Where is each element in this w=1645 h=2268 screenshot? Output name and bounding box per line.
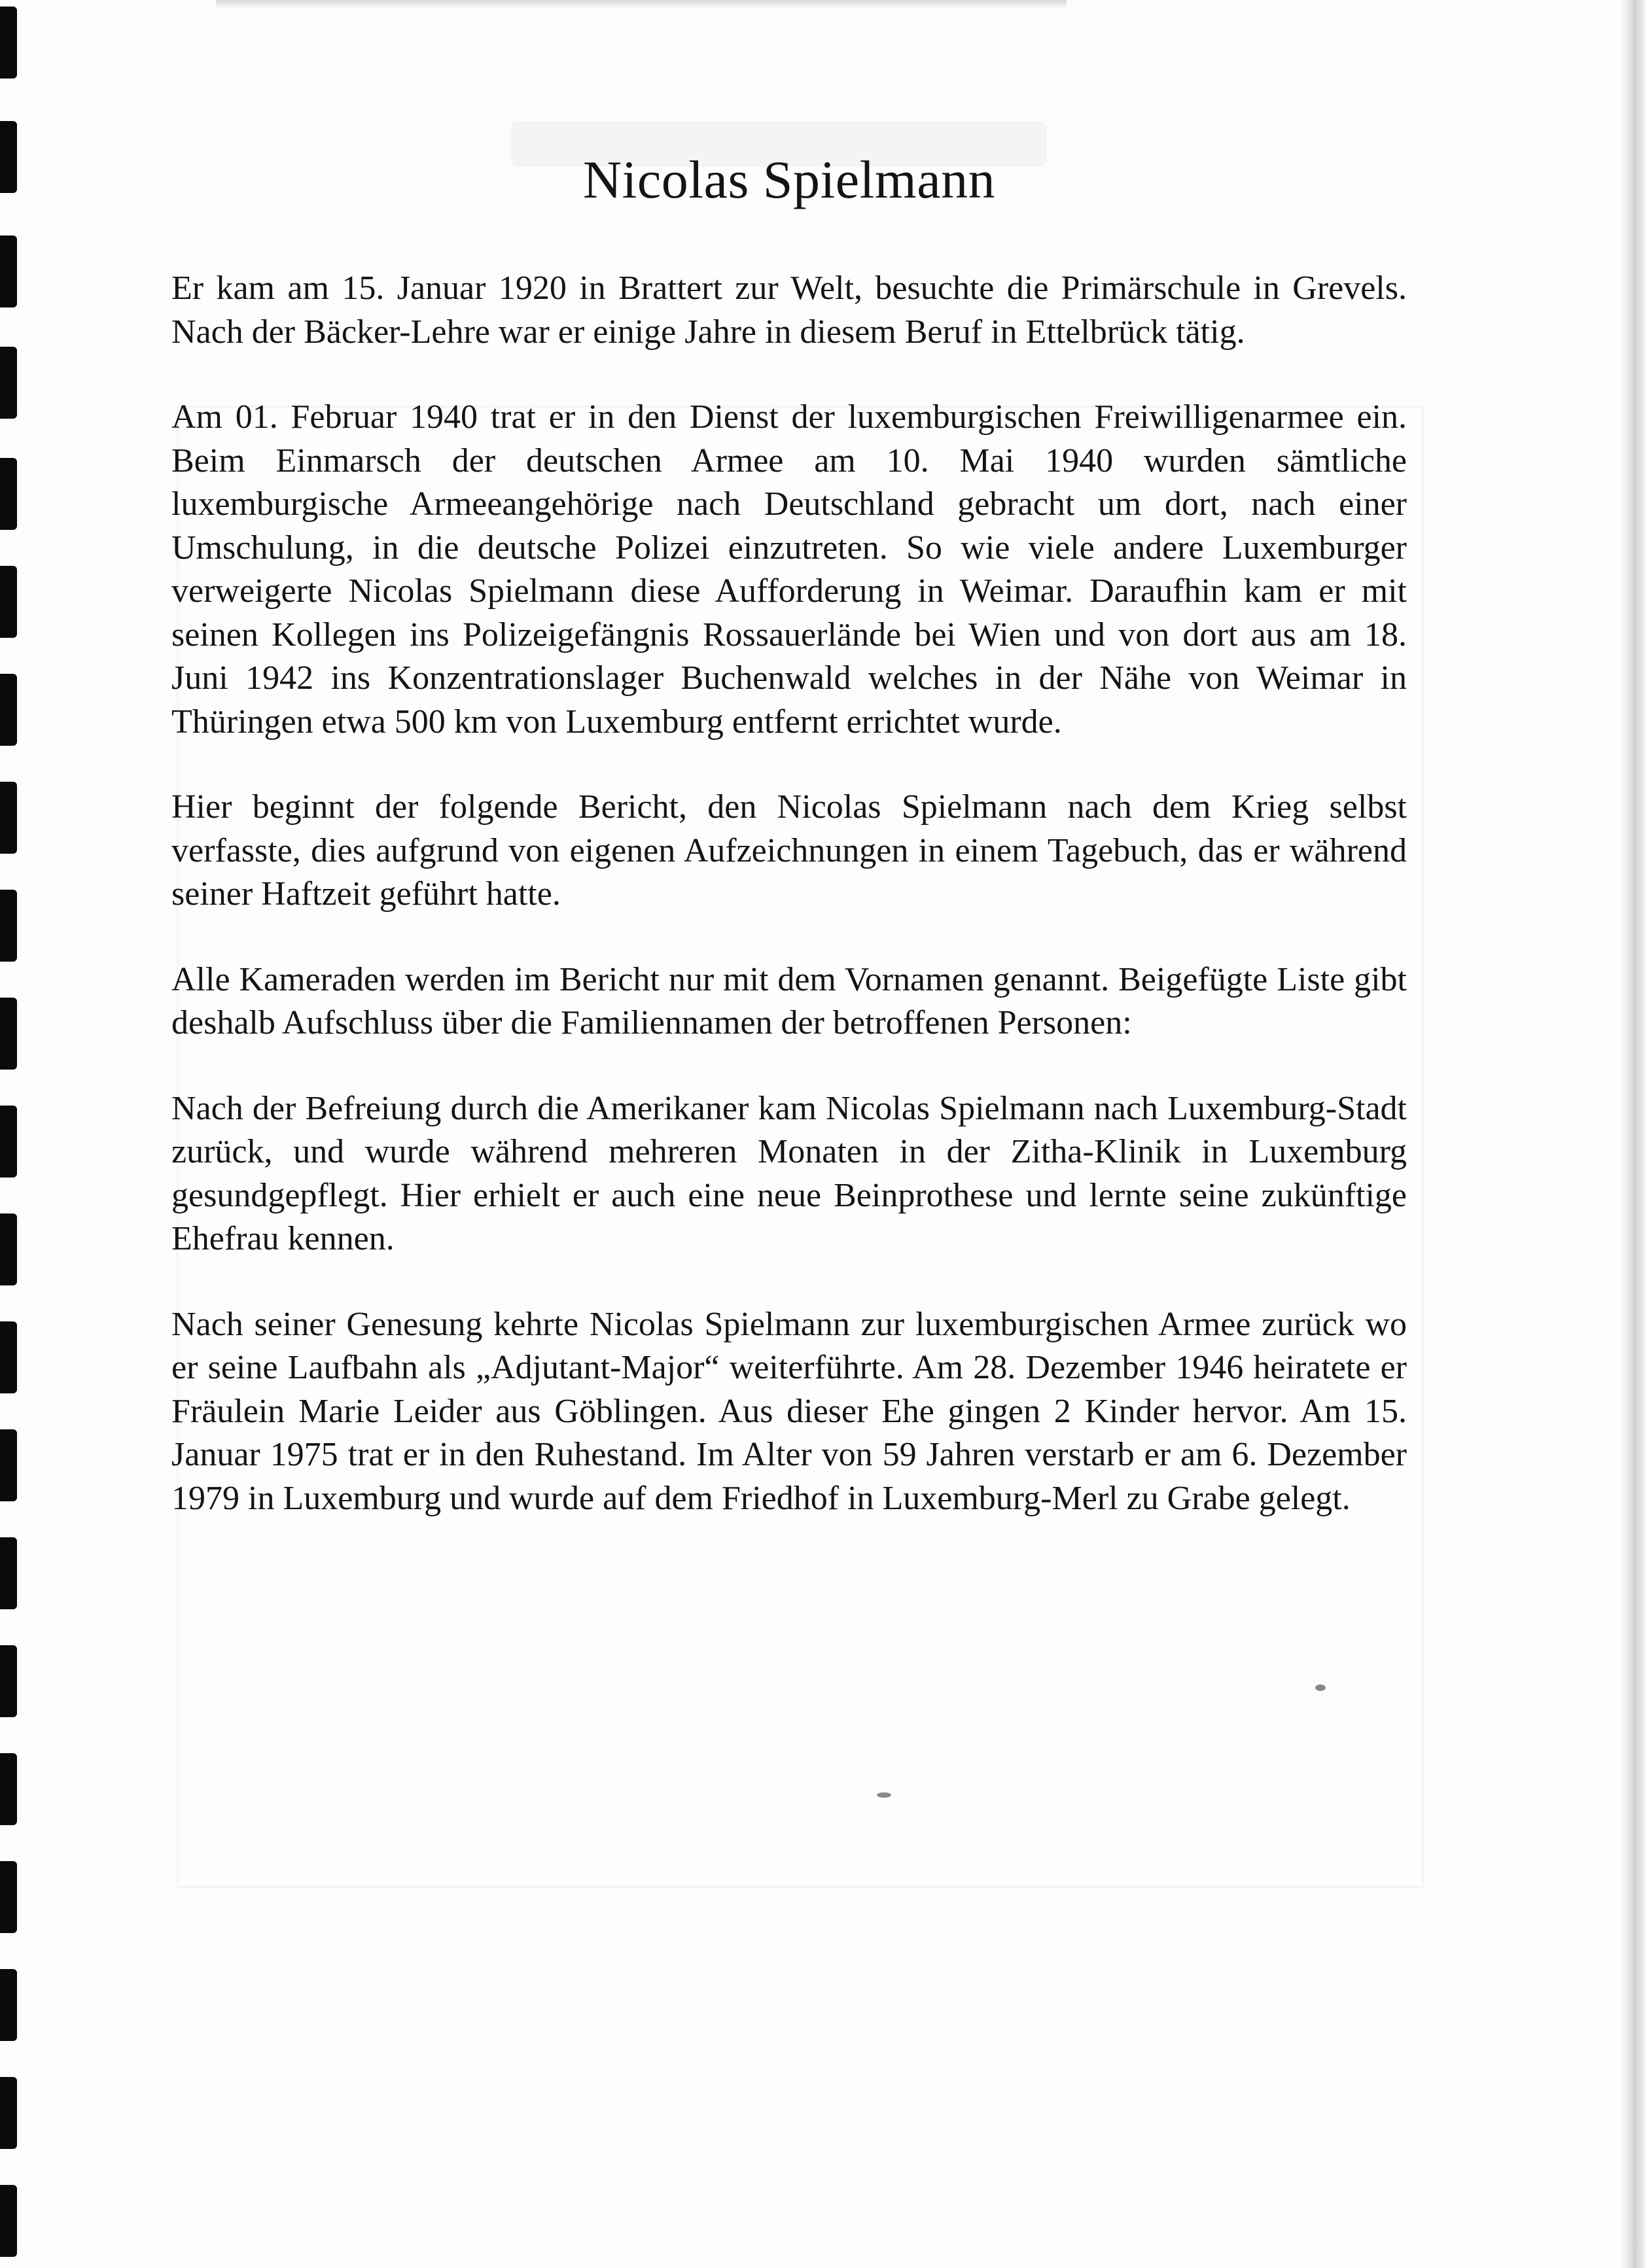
binding-hole: [0, 7, 17, 79]
binding-hole: [0, 566, 17, 638]
binding-hole: [0, 1213, 17, 1285]
spiral-binding: [0, 0, 26, 2268]
dust-speck: [1315, 1684, 1326, 1691]
binding-hole: [0, 1429, 17, 1501]
binding-hole: [0, 121, 17, 193]
page-right-shadow: [1619, 0, 1645, 2268]
dust-speck: [877, 1792, 891, 1798]
paragraph-report: Hier beginnt der folgende Bericht, den Nicolas Spielmann nach dem Krieg selbst verfasste, dies aufgrund von eigenen Aufzeichnungen in einem Tagebuch, das er während seiner Haftzeit geführt hatte.: [171, 788, 1407, 913]
document-body: [171, 150, 1407, 1562]
paragraph-liberation: Nach der Befreiung durch die Amerikaner kam Nicolas Spielmann nach Luxemburg-Stadt zurück, und wurde während mehreren Monaten in der Zitha-Klinik in Luxemburg gesundgepflegt. Hier erhielt er auch eine neue Beinprothese und lernte seine zukünftige Ehefrau kennen.: [171, 1089, 1407, 1258]
binding-hole: [0, 2077, 17, 2149]
binding-hole: [0, 1969, 17, 2041]
paragraph-later-life: Nach seiner Genesung kehrte Nicolas Spielmann zur luxemburgischen Armee zurück wo er seine Laufbahn als „Adjutant-Major“ weiterführte. Am 28. Dezember 1946 heiratete er Fräulein Marie Leider aus Göblingen. Aus dieser Ehe gingen 2 Kinder hervor. Am 15. Januar 1975 trat er in den Ruhestand. Im Alter von 59 Jahren verstarb er am 6. Dezember 1979 in Luxemburg und wurde auf dem Friedhof in Luxemburg-Merl zu Grabe gelegt.: [171, 1305, 1407, 1517]
binding-hole: [0, 2185, 17, 2257]
binding-hole: [0, 236, 17, 307]
binding-hole: [0, 347, 17, 419]
paragraph-army: Am 01. Februar 1940 trat er in den Dienst der luxemburgischen Freiwilligenarmee ein. Beim Einmarsch der deutschen Armee am 10. Mai 1940 wurden sämtliche luxemburgische Armeeangehörige nach Deutschland gebracht um dort, nach einer Umschulung, in die deutsche Polizei einzutreten. So wie viele andere Luxemburger verweigerte Nicolas Spielmann diese Aufforderung in Weimar. Daraufhin kam er mit seinen Kollegen ins Polizeigefängnis Rossauerlände bei Wien und von dort aus am 18. Juni 1942 ins Konzentrationslager Buchenwald welches in der Nähe von Weimar in Thüringen etwa 500 km von Luxemburg entfernt errichtet wurde.: [171, 398, 1407, 741]
binding-hole: [0, 1861, 17, 1933]
binding-hole: [0, 1645, 17, 1717]
binding-hole: [0, 1537, 17, 1609]
binding-hole: [0, 998, 17, 1070]
binding-hole: [0, 890, 17, 962]
binding-hole: [0, 1753, 17, 1825]
binding-hole: [0, 674, 17, 746]
paragraph-comrades: Alle Kameraden werden im Bericht nur mit dem Vornamen genannt. Beigefügte Liste gibt deshalb Aufschluss über die Familiennamen der betroffenen Personen:: [171, 960, 1407, 1042]
binding-hole: [0, 1321, 17, 1393]
binding-hole: [0, 782, 17, 854]
page-top-shadow: [216, 0, 1067, 9]
binding-hole: [0, 1106, 17, 1178]
page-title: Nicolas Spielmann: [582, 150, 996, 209]
binding-hole: [0, 458, 17, 530]
paragraph-birth: Er kam am 15. Januar 1920 in Brattert zur Welt, besuchte die Primärschule in Grevels. Nach der Bäcker-Lehre war er einige Jahre in diesem Beruf in Ettelbrück tätig.: [171, 270, 1407, 351]
